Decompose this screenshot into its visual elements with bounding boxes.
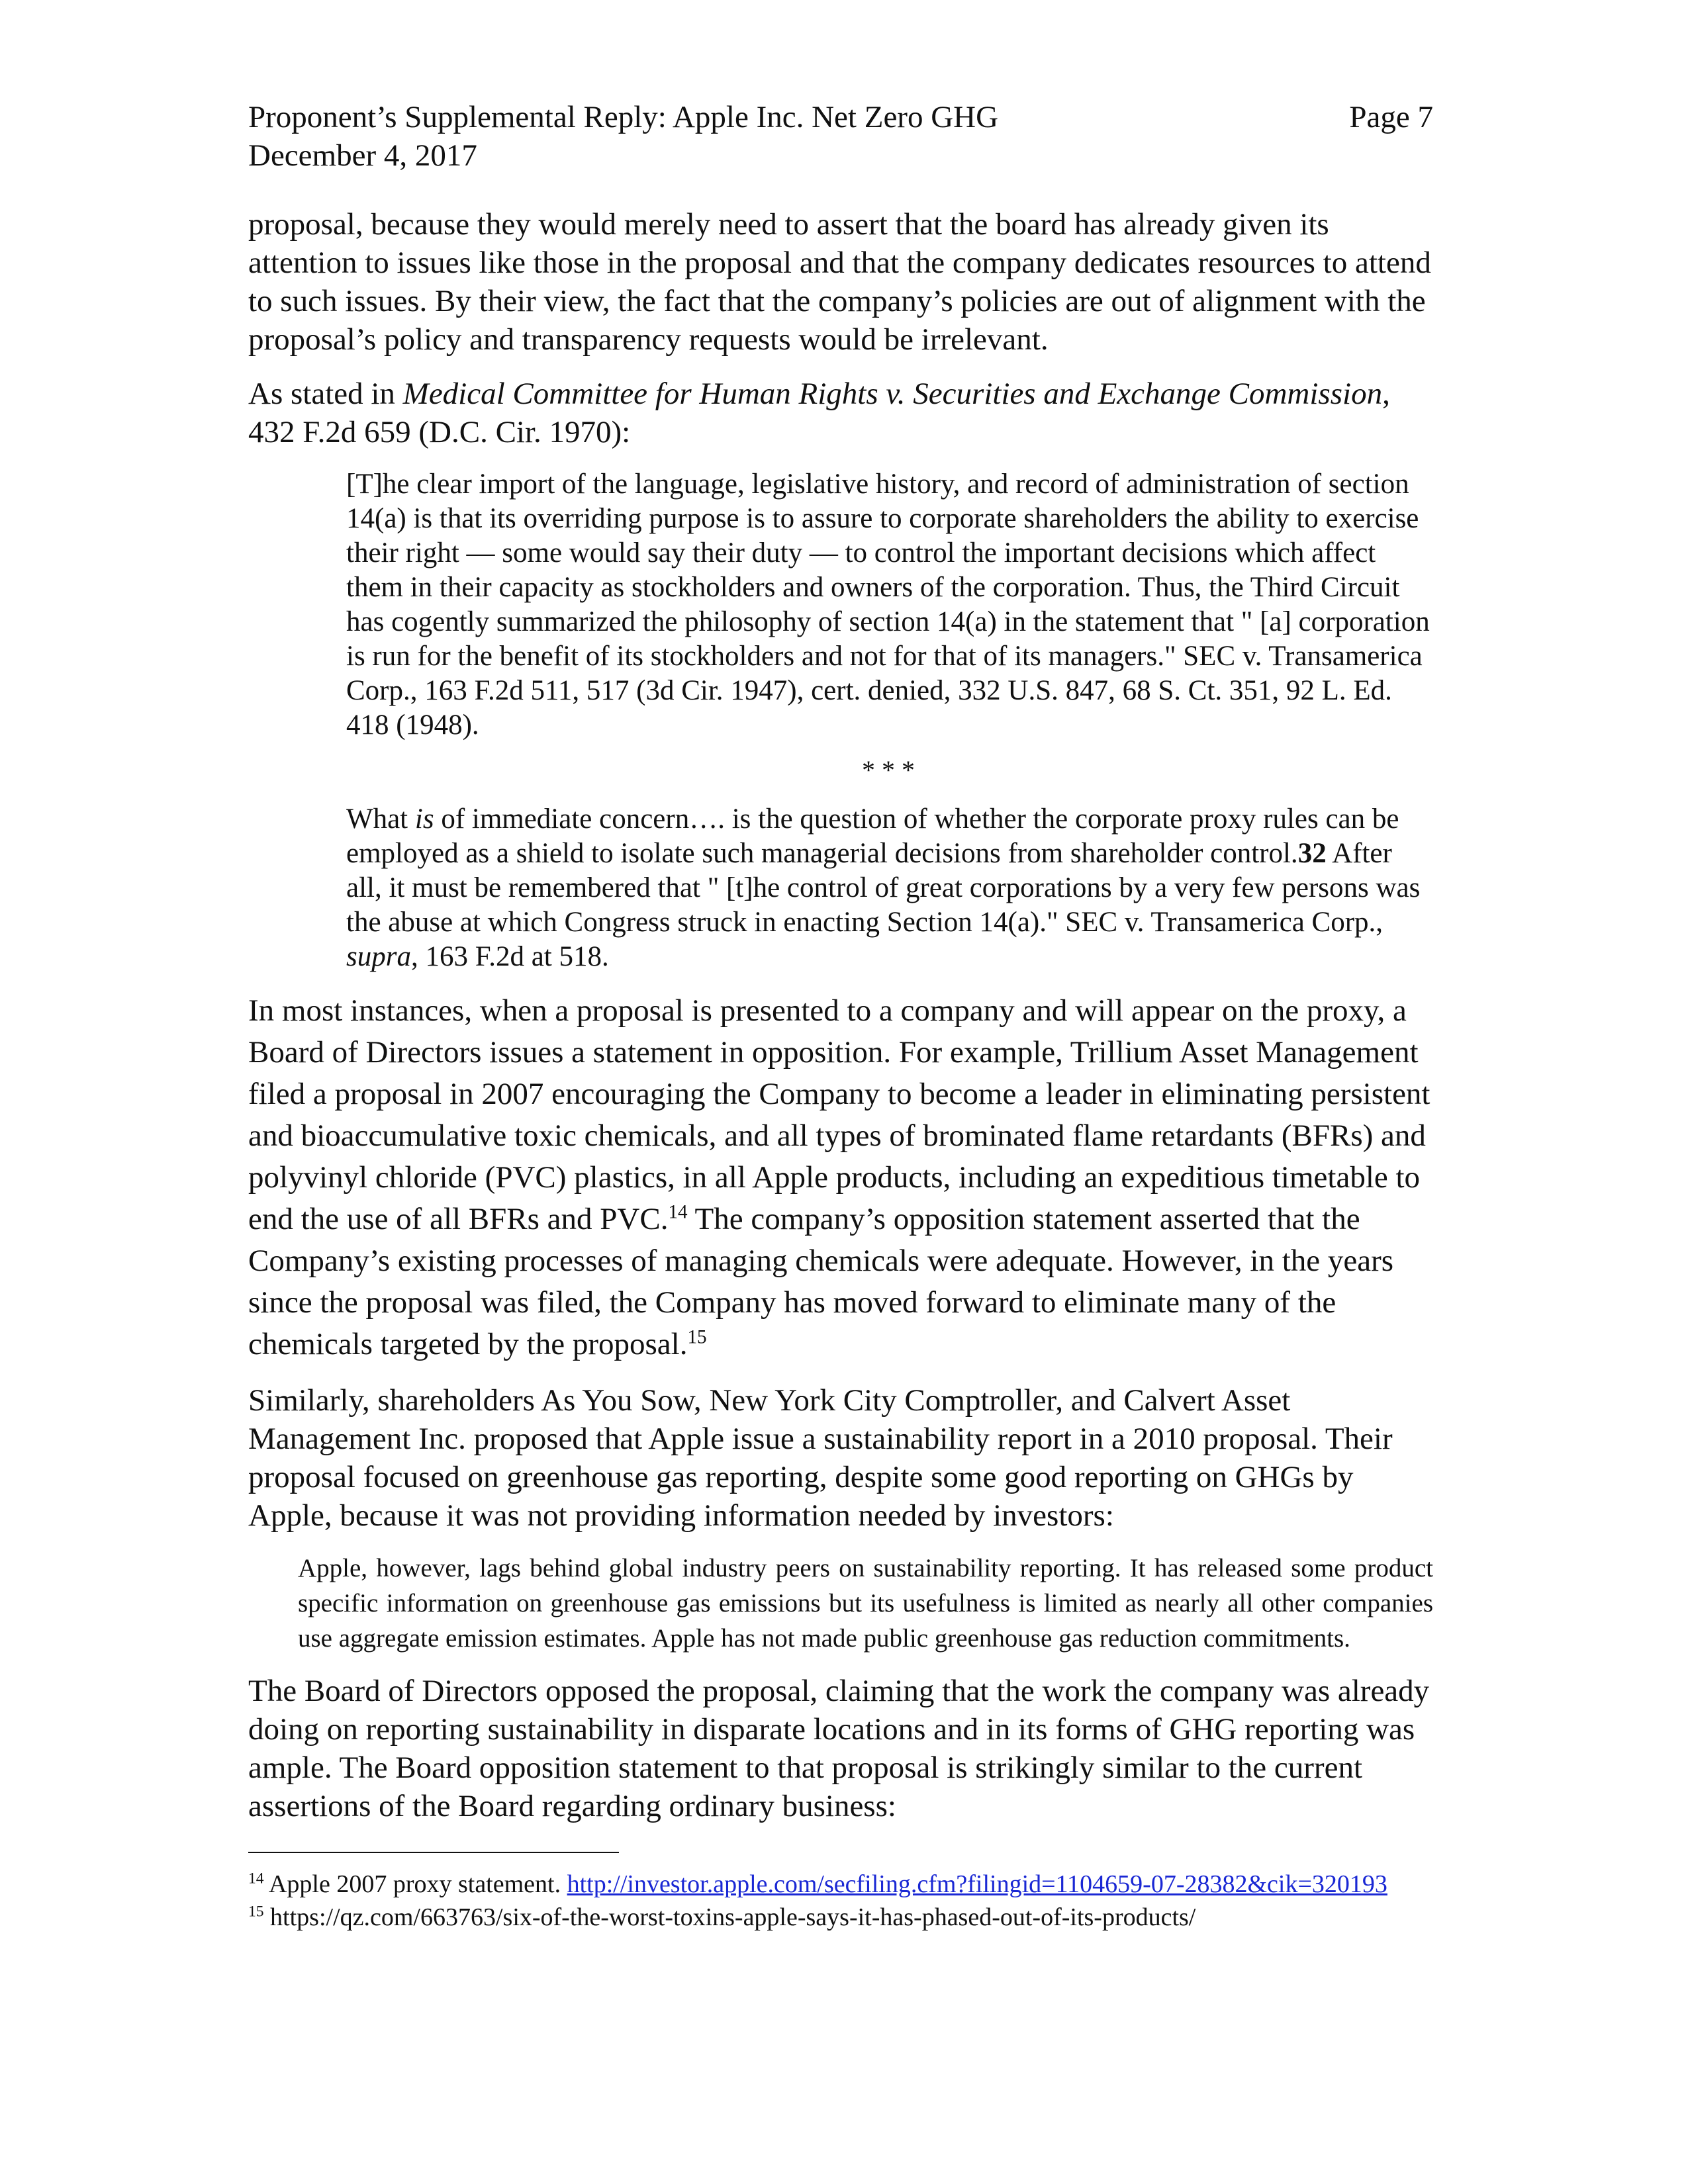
quote-2-part-c: After all, it must be remembered that " [t]he control of great corporations by a very few persons was the abuse at which Congress struck in enacting Section 14(a)." SEC v. Transamerica Corp.,: [346, 838, 1421, 938]
document-date: December 4, 2017: [248, 138, 477, 173]
paragraph-4: Similarly, shareholders As You Sow, New York City Comptroller, and Calvert Asset Management Inc. proposed that Apple issue a sustainability report in a 2010 proposal. Their proposal focused on greenhouse gas reporting, despite some good reporting on GHGs by Apple, because it was not providing information needed by investors:: [248, 1383, 1393, 1533]
header-row: [248, 98, 1433, 136]
quote-2-text: [346, 802, 1430, 974]
footnote-divider: [248, 1852, 619, 1853]
paragraph-5: The Board of Directors opposed the proposal, claiming that the work the company was already doing on reporting sustainability in disparate locations and in its forms of GHG reporting was ample. The Board opposition statement to that proposal is strikingly similar to the current assertions of the Board regarding ordinary business:: [248, 1674, 1430, 1823]
quote-1-text: [T]he clear import of the language, legislative history, and record of administration of section 14(a) is that its overriding purpose is to assure to corporate shareholders the ability to exercise their right — some would say their duty — to control the important decisions which affect them in their capacity as stockholders and owners of the corporation. Thus, the Third Circuit has cogently summarized the philosophy of section 14(a) in the statement that " [a] corporation is run for the benefit of its stockholders and not for that of its managers." SEC v. Transamerica Corp., 163 F.2d 511, 517 (3d Cir. 1947), cert. denied, 332 U.S. 847, 68 S. Ct. 351, 92 L. Ed. 418 (1948).: [346, 469, 1430, 741]
paragraph-2-suffix: , 432 F.2d 659 (D.C. Cir. 1970):: [248, 377, 1390, 449]
page-body: [248, 205, 1433, 1934]
paragraph-1: proposal, because they would merely need to assert that the board has already given its attention to issues like those in the proposal and that the company dedicates resources to attend to such issues. By their view, the fact that the company’s policies are out of alignment with the proposal’s policy and transparency requests would be irrelevant.: [248, 207, 1431, 357]
block-quote-2: Apple, however, lags behind global industry peers on sustainability reporting. It has released some product specific information on greenhouse gas emissions but its usefulness is limited as nearly all other companies use aggregate emission estimates. Apple has not made public greenhouse gas reduction commitments.: [298, 1554, 1433, 1653]
footnote-ref-15: 15: [687, 1326, 707, 1348]
footnote-ref-14: 14: [668, 1201, 688, 1223]
quote-2-supra: supra: [346, 941, 411, 972]
paragraph-3: [248, 990, 1433, 1365]
footnote-14-number: 14: [248, 1870, 264, 1888]
paragraph-2: [248, 375, 1433, 451]
footnote-15-text: https://qz.com/663763/six-of-the-worst-toxins-apple-says-it-has-phased-out-of-its-products/: [263, 1903, 1196, 1931]
paragraph-3-part-b: The company’s opposition statement asserted that the Company’s existing processes of managing chemicals were adequate. However, in the years since the proposal was filed, the Company has moved forward to eliminate many of the chemicals targeted by the proposal.: [248, 1202, 1394, 1361]
quote-2-part-d: , 163 F.2d at 518.: [410, 941, 609, 972]
footnote-14: [248, 1868, 1433, 1901]
paragraph-3-part-a: In most instances, when a proposal is presented to a company and will appear on the proxy, a Board of Directors issues a statement in opposition. For example, Trillium Asset Management filed a proposal in 2007 encouraging the Company to become a leader in eliminating persistent and bioaccumulative toxic chemicals, and all types of brominated flame retardants (BFRs) and polyvinyl chloride (PVC) plastics, in all Apple products, including an expeditious timetable to end the use of all BFRs and PVC.: [248, 993, 1430, 1236]
section-break-stars: * * *: [862, 755, 915, 785]
paragraph-2-prefix: As stated in: [248, 377, 403, 411]
document-title: Proponent’s Supplemental Reply: Apple Inc. Net Zero GHG: [248, 100, 999, 134]
page-number: Page 7: [1349, 100, 1433, 134]
quote-2-emphasis: is: [414, 803, 434, 835]
footnote-14-link[interactable]: http://investor.apple.com/secfiling.cfm?filingid=1104659-07-28382&cik=320193: [567, 1870, 1387, 1898]
page-header: [248, 98, 1433, 175]
footnote-15: [248, 1901, 1433, 1934]
quote-2-footnote-ref: 32: [1297, 838, 1327, 869]
footnote-14-text: Apple 2007 proxy statement.: [263, 1870, 567, 1898]
case-name: Medical Committee for Human Rights v. Securities and Exchange Commission: [402, 377, 1383, 411]
footnote-15-number: 15: [248, 1903, 264, 1921]
quote-2-part-b: of immediate concern…. is the question of whether the corporate proxy rules can be employed as a shield to isolate such managerial decisions from shareholder control.: [346, 803, 1399, 869]
block-quote-1: [346, 467, 1430, 974]
quote-2-part-a: What: [346, 803, 415, 835]
